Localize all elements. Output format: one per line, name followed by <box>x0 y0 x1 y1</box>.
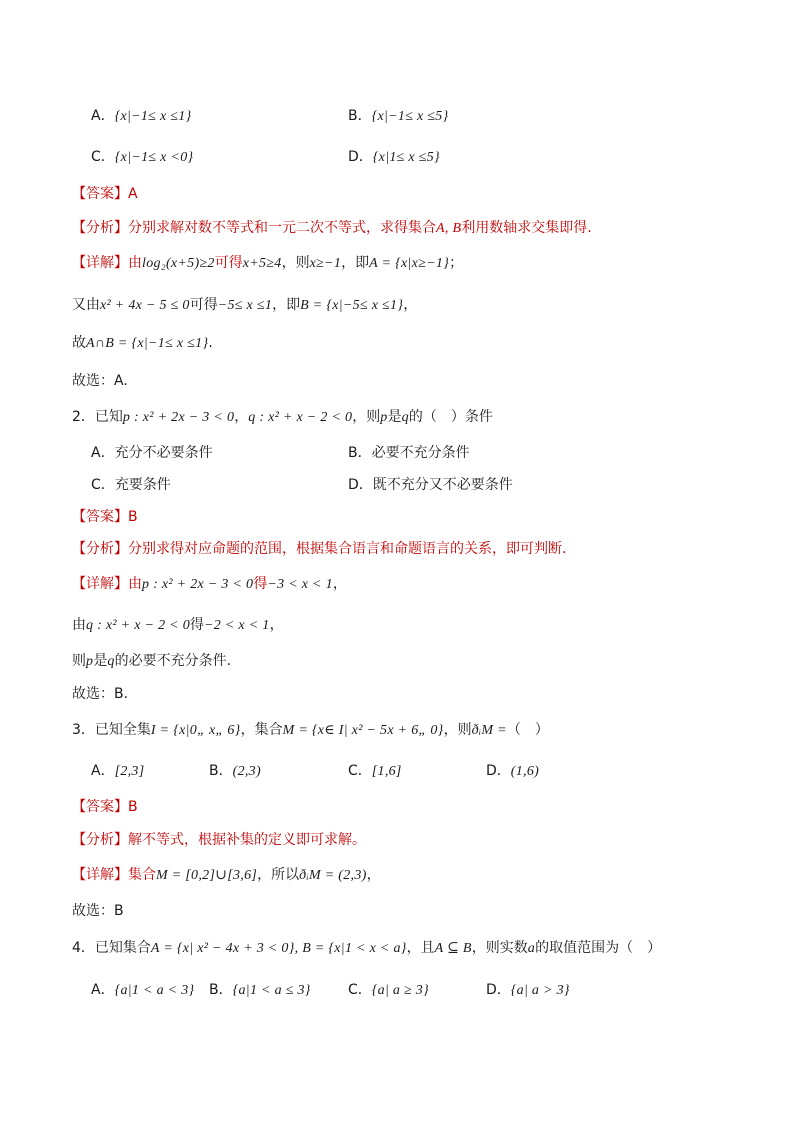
q3-analysis <box>72 830 366 850</box>
q3-option-b <box>209 761 261 782</box>
answer-value: A <box>128 186 138 202</box>
detail-math: ðᵢM = (2,3) <box>299 868 367 883</box>
stem-text: 3．已知全集 <box>72 722 151 738</box>
option-text: 充要条件 <box>114 477 171 493</box>
option-text: 必要不充分条件 <box>371 445 470 461</box>
q3-option-d <box>486 761 539 782</box>
option-label: A． <box>91 982 115 998</box>
q4-option-b <box>209 980 311 1001</box>
detail-text: 由 <box>72 617 86 633</box>
detail-text: 是 <box>93 653 108 669</box>
q1-analysis <box>72 218 592 239</box>
option-label: B． <box>348 445 372 461</box>
detail-text: 则 <box>72 653 86 669</box>
q3-detail <box>72 865 381 886</box>
q2-option-d <box>348 475 513 495</box>
option-label: A． <box>91 445 115 461</box>
detail-math: x≥−1 <box>309 256 342 271</box>
option-label: D． <box>486 982 511 998</box>
detail-math: −3 < x < 1 <box>267 577 333 592</box>
option-label: C． <box>348 763 372 779</box>
stem-text: 2．已知 <box>72 409 123 425</box>
detail-text: ，即 <box>272 297 301 313</box>
detail-text: 可得 <box>189 297 218 313</box>
q4-option-d <box>486 980 570 1001</box>
detail-math: A = {x|x≥−1} <box>369 256 450 271</box>
stem-math: A = {x| x² − 4x + 3 < 0}, B = {x|1 < x < a} <box>150 941 407 956</box>
detail-text: ，即 <box>341 255 370 271</box>
detail-tag: 【详解】 <box>72 255 128 271</box>
stem-math: q <box>401 410 409 425</box>
option-label: B． <box>348 108 372 124</box>
option-label: C． <box>91 149 115 165</box>
q2-detail-line-1 <box>72 574 347 595</box>
answer-value: B <box>128 509 138 525</box>
option-math: {x|1≤ x ≤5} <box>372 150 440 165</box>
detail-text: 由 <box>128 576 142 592</box>
option-math: {a| a > 3} <box>510 983 570 998</box>
analysis-text: 分别求得对应命题的范围，根据集合语言和命题语言的关系，即可判断. <box>128 541 567 557</box>
detail-text: ，所以 <box>257 867 300 883</box>
analysis-text: 解不等式，根据补集的定义即可求解。 <box>128 832 366 848</box>
stem-text: 4．已知集合 <box>72 940 151 956</box>
q2-option-b <box>348 443 470 463</box>
stem-text: 的（ ）条件 <box>408 409 493 425</box>
stem-math: ðᵢM = <box>471 723 507 738</box>
option-label: D． <box>348 149 373 165</box>
detail-math: q : x² + x − 2 < 0 <box>86 618 191 633</box>
detail-math: B = {x|−5≤ x ≤1} <box>300 298 404 313</box>
detail-text: 可得 <box>214 255 243 271</box>
stem-math: M = {x∈ I| x² − 5x + 6„ 0} <box>282 723 444 738</box>
q2-option-c <box>91 475 171 495</box>
option-math: (2,3) <box>232 764 261 779</box>
q3-answer <box>72 797 138 817</box>
detail-text: ， <box>403 297 418 313</box>
stem-math: A ⊆ B <box>434 941 472 956</box>
detail-tag: 【详解】 <box>72 867 128 883</box>
stem-text: ，则 <box>352 409 381 425</box>
option-math: {a|1 < a < 3} <box>114 983 195 998</box>
analysis-text: 利用数轴求交集即得. <box>461 220 592 236</box>
stem-math: p : x² + 2x − 3 < 0 <box>122 410 235 425</box>
detail-text: ， <box>269 617 284 633</box>
detail-text: ，则 <box>281 255 310 271</box>
q4-option-a <box>91 980 194 1001</box>
answer-tag: 【答案】 <box>72 509 128 525</box>
option-label: D． <box>486 763 511 779</box>
answer-tag: 【答案】 <box>72 799 128 815</box>
detail-text: ， <box>366 867 381 883</box>
stem-text: 的取值范围为（ ） <box>535 940 662 956</box>
q1-option-b <box>348 106 449 127</box>
detail-math: −2 < x < 1 <box>204 618 270 633</box>
stem-text: ，集合 <box>240 722 283 738</box>
option-label: C． <box>91 477 115 493</box>
detail-text: 得 <box>190 617 205 633</box>
option-math: {a|1 < a ≤ 3} <box>232 983 311 998</box>
detail-text: 由 <box>128 255 142 271</box>
detail-math: q <box>107 654 115 669</box>
q1-answer <box>72 184 138 204</box>
q4-option-c <box>348 980 429 1001</box>
q4-stem <box>72 938 661 959</box>
detail-text: 的必要不充分条件. <box>114 653 232 669</box>
stem-math: p <box>380 410 388 425</box>
q1-detail-line-2 <box>72 295 417 316</box>
stem-text: 是 <box>387 409 402 425</box>
detail-text: 得 <box>253 576 268 592</box>
q1-detail-line-1 <box>72 253 463 274</box>
stem-text: ，则 <box>443 722 472 738</box>
answer-value: B <box>128 799 138 815</box>
option-math: [1,6] <box>371 764 402 779</box>
detail-math: M = [0,2]∪[3,6] <box>156 868 258 883</box>
option-label: B． <box>209 982 233 998</box>
stem-text: ，且 <box>406 940 435 956</box>
detail-text: 又由 <box>72 297 100 313</box>
option-label: D． <box>348 477 373 493</box>
answer-tag: 【答案】 <box>72 186 128 202</box>
q2-stem <box>72 407 493 428</box>
detail-math: p <box>86 654 94 669</box>
detail-text: 集合 <box>128 867 156 883</box>
detail-math: x² + 4x − 5 ≤ 0 <box>100 298 190 313</box>
q2-answer <box>72 507 138 527</box>
q3-option-a <box>91 761 144 782</box>
analysis-math: A, B <box>436 221 462 236</box>
analysis-text: 分别求解对数不等式和一元二次不等式，求得集合 <box>128 220 436 236</box>
stem-text: ， <box>234 409 249 425</box>
option-text: 既不充分又不必要条件 <box>372 477 513 493</box>
stem-math: q : x² + x − 2 < 0 <box>248 410 353 425</box>
q2-detail-line-3 <box>72 651 231 672</box>
detail-math: p : x² + 2x − 3 < 0 <box>142 577 254 592</box>
q2-choose: 故选：B. <box>72 686 129 702</box>
q1-option-c <box>91 147 193 168</box>
detail-tag: 【详解】 <box>72 576 128 592</box>
q3-stem <box>72 720 549 741</box>
option-label: C． <box>348 982 372 998</box>
option-math: {x|−1≤ x ≤1} <box>114 109 192 124</box>
option-math: (1,6) <box>510 764 540 779</box>
option-math: {a| a ≥ 3} <box>371 983 430 998</box>
detail-text: ， <box>332 576 347 592</box>
q1-option-d <box>348 147 440 168</box>
option-math: {x|−1≤ x <0} <box>114 150 194 165</box>
detail-text: . <box>208 335 213 351</box>
q2-analysis <box>72 539 566 559</box>
stem-math: a <box>527 941 536 956</box>
analysis-tag: 【分析】 <box>72 541 128 557</box>
stem-text: （ ） <box>506 722 549 738</box>
detail-text: 故 <box>72 335 86 351</box>
q1-choose: 故选：A. <box>72 373 128 389</box>
detail-math: A∩B = {x|−1≤ x ≤1} <box>86 336 209 351</box>
detail-text: ； <box>449 255 464 271</box>
detail-math: x+5≥4 <box>242 256 282 271</box>
option-text: 充分不必要条件 <box>114 445 213 461</box>
option-label: A． <box>91 763 115 779</box>
q1-detail-line-3 <box>72 333 213 354</box>
detail-math: −5≤ x ≤1 <box>217 298 273 313</box>
q3-option-c <box>348 761 402 782</box>
q2-option-a <box>91 443 213 463</box>
option-label: A． <box>91 108 115 124</box>
option-math: [2,3] <box>114 764 145 779</box>
option-math: {x|−1≤ x ≤5} <box>371 109 449 124</box>
q1-option-a <box>91 106 191 127</box>
q3-choose: 故选：B <box>72 903 124 919</box>
analysis-tag: 【分析】 <box>72 832 128 848</box>
detail-math: log₂(x+5)≥2 <box>142 256 215 271</box>
q2-detail-line-2 <box>72 615 284 636</box>
stem-text: ，则实数 <box>471 940 528 956</box>
stem-math: I = {x|0„ x„ 6} <box>150 723 241 738</box>
option-label: B． <box>209 763 233 779</box>
analysis-tag: 【分析】 <box>72 220 128 236</box>
